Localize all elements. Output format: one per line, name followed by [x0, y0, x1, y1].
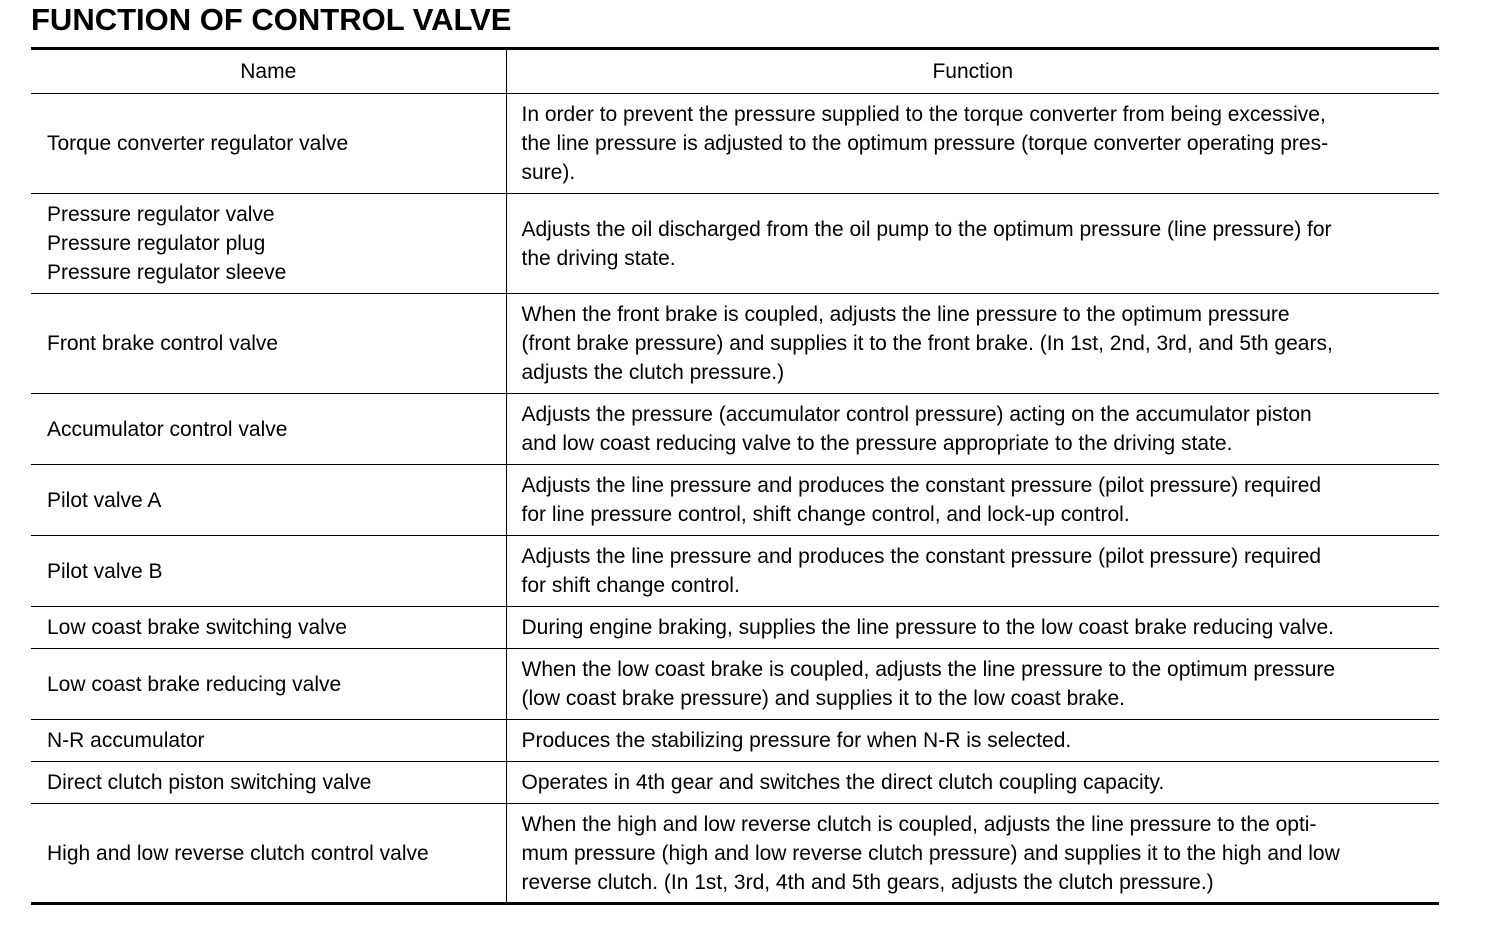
valve-function-line: When the front brake is coupled, adjusts the line pressure to the optimum pressure [521, 303, 1290, 326]
table-row [31, 465, 1439, 536]
valve-function-line: sure). [521, 161, 576, 184]
valve-name-cell [31, 294, 506, 394]
table-row [31, 762, 1439, 804]
valve-function-cell [506, 720, 1439, 762]
valve-function-cell [506, 762, 1439, 804]
column-header-function: Function [506, 49, 1439, 94]
table-row [31, 194, 1439, 294]
table-row [31, 294, 1439, 394]
valve-function-cell [506, 294, 1439, 394]
column-header-name: Name [31, 49, 506, 94]
valve-name-cell [31, 394, 506, 465]
valve-name-line: Torque converter regulator valve [47, 132, 349, 155]
valve-function-line: Adjusts the line pressure and produces the constant pressure (pilot pressure) required [521, 545, 1322, 568]
valve-name-cell [31, 194, 506, 294]
valve-function-line: the driving state. [521, 246, 676, 270]
valve-function-cell [506, 465, 1439, 536]
valve-function-cell [506, 536, 1439, 607]
valve-name-line: Pilot valve A [47, 488, 162, 512]
valve-function-line: Adjusts the oil discharged from the oil pump to the optimum pressure (line pressure) for [521, 217, 1332, 241]
valve-name-line: Pilot valve B [47, 559, 163, 583]
valve-name-cell [31, 649, 506, 720]
valve-function-cell [506, 194, 1439, 294]
control-valve-table [31, 47, 1439, 905]
table-row [31, 94, 1439, 194]
valve-function-line: In order to prevent the pressure supplied to the torque converter from being excessive, [521, 103, 1326, 126]
valve-function-line: for line pressure control, shift change control, and lock-up control. [521, 503, 1130, 526]
valve-function-line: Adjusts the pressure (accumulator control pressure) acting on the accumulator piston [521, 403, 1312, 426]
valve-function-line: for shift change control. [521, 574, 740, 597]
table-row [31, 394, 1439, 465]
valve-function-line: Produces the stabilizing pressure for when N-R is selected. [521, 729, 1072, 752]
valve-function-line: During engine braking, supplies the line pressure to the low coast brake reducing valve. [521, 616, 1334, 639]
valve-name-line: High and low reverse clutch control valve [47, 841, 429, 865]
valve-name-line: Pressure regulator sleeve [47, 261, 287, 284]
table-row [31, 804, 1439, 904]
valve-function-line: Adjusts the line pressure and produces the constant pressure (pilot pressure) required [521, 474, 1322, 497]
valve-name-cell [31, 720, 506, 762]
valve-name-cell [31, 465, 506, 536]
page-title: FUNCTION OF CONTROL VALVE [31, 2, 512, 37]
valve-function-line: and low coast reducing valve to the pressure appropriate to the driving state. [521, 432, 1233, 455]
valve-function-line: the line pressure is adjusted to the optimum pressure (torque converter operating pres- [521, 132, 1329, 155]
table-row [31, 649, 1439, 720]
valve-function-line: (front brake pressure) and supplies it to the front brake. (In 1st, 2nd, 3rd, and 5th gears, [521, 332, 1333, 355]
table-row [31, 536, 1439, 607]
valve-name-line: Accumulator control valve [47, 417, 288, 441]
table-row [31, 607, 1439, 649]
valve-name-cell [31, 762, 506, 804]
valve-name-line: Low coast brake switching valve [47, 616, 347, 639]
valve-name-line: Pressure regulator valve [47, 203, 275, 226]
valve-name-line: Front brake control valve [47, 332, 279, 355]
valve-function-cell [506, 394, 1439, 465]
valve-name-cell [31, 607, 506, 649]
valve-function-line: adjusts the clutch pressure.) [521, 361, 785, 384]
table-row [31, 720, 1439, 762]
valve-function-line: reverse clutch. (In 1st, 3rd, 4th and 5th gears, adjusts the clutch pressure.) [521, 870, 1214, 894]
valve-name-cell [31, 804, 506, 904]
valve-function-cell [506, 649, 1439, 720]
valve-function-line: mum pressure (high and low reverse clutch pressure) and supplies it to the high and low [521, 841, 1340, 865]
valve-function-cell [506, 94, 1439, 194]
valve-function-cell [506, 607, 1439, 649]
valve-name-cell [31, 94, 506, 194]
valve-name-line: Low coast brake reducing valve [47, 672, 342, 696]
valve-name-line: N-R accumulator [47, 729, 205, 752]
valve-function-cell [506, 804, 1439, 904]
valve-name-line: Pressure regulator plug [47, 232, 266, 255]
valve-name-cell [31, 536, 506, 607]
valve-function-line: When the high and low reverse clutch is coupled, adjusts the line pressure to the opti- [521, 812, 1317, 836]
valve-function-line: (low coast brake pressure) and supplies it to the low coast brake. [521, 687, 1125, 710]
valve-function-line: Operates in 4th gear and switches the direct clutch coupling capacity. [521, 771, 1165, 794]
valve-function-line: When the low coast brake is coupled, adjusts the line pressure to the optimum pressure [521, 658, 1336, 681]
valve-name-line: Direct clutch piston switching valve [47, 771, 372, 794]
table-header-row [31, 49, 1439, 94]
